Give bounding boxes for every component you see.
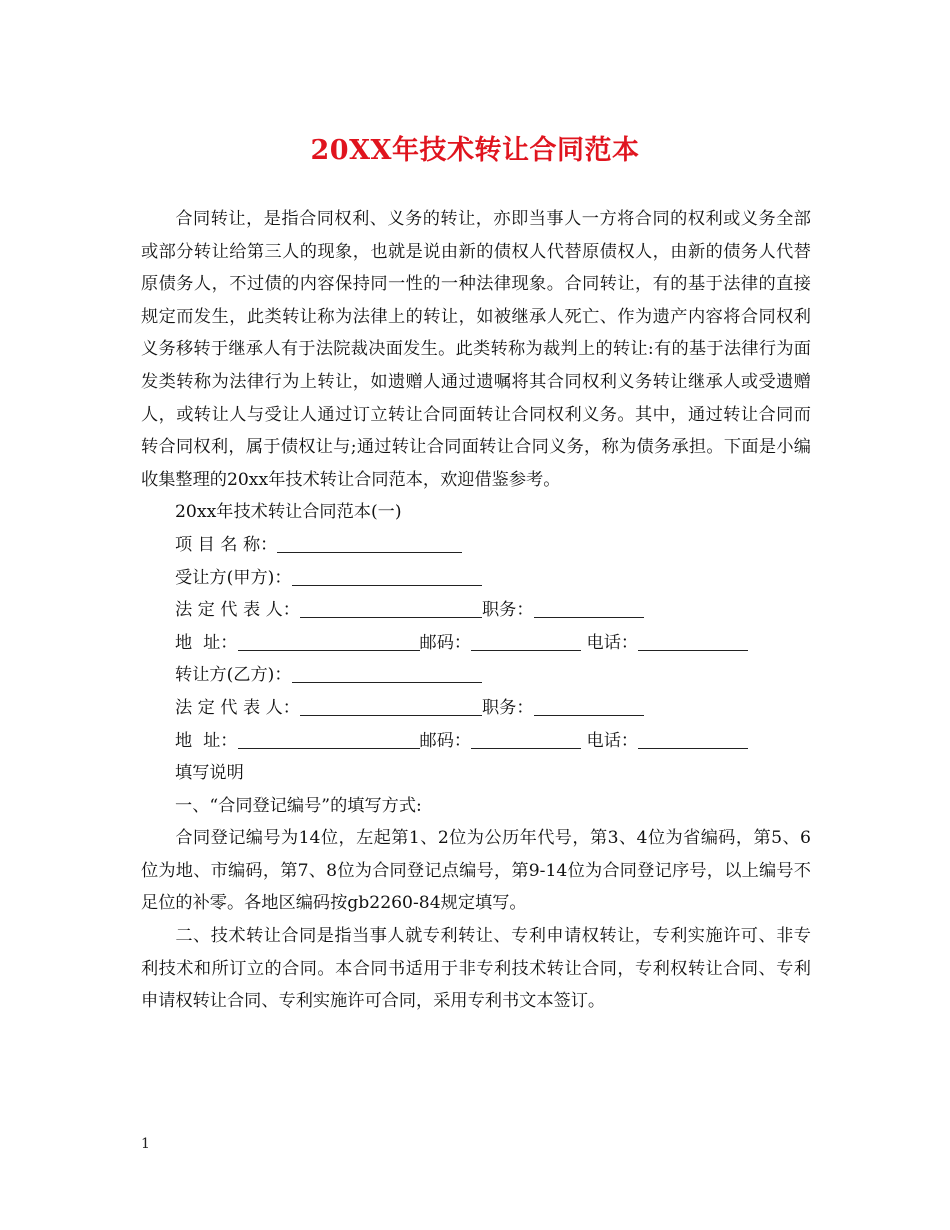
transferee-blank[interactable]: [292, 565, 482, 586]
transferor-address-row: [141, 725, 811, 758]
address-blank[interactable]: [238, 630, 420, 651]
page-number: 1: [141, 1136, 150, 1152]
postcode-label: 邮码：: [419, 632, 472, 653]
transferor-blank[interactable]: [292, 662, 482, 683]
address-label: 地 址：: [175, 632, 238, 653]
intro-paragraph: 合同转让，是指合同权利、义务的转让，亦即当事人一方将合同的权利或义务全部或部分转让给第三人的现象，也就是说由新的债权人代替原债权人，由新的债务人代替原债务人，不过债的内容保持同一性的一种法律现象。合同转让，有的基于法律的直接规定而发生，此类转让称为法律上的转让，如被继承人死亡、作为遗产内容将合同权利义务移转于继承人有于法院裁决面发生。此类转称为裁判上的转让:有的基于法律行为面发类转称为法律行为上转让，如遗赠人通过遗嘱将其合同权利义务转让继承人或受遗赠人，或转让人与受让人通过订立转让合同面转让合同权利义务。其中，通过转让合同而转合同权利，属于债权让与;通过转让合同面转让合同义务，称为债务承担。下面是小编收集整理的20xx年技术转让合同范本，欢迎借鉴参考。: [141, 209, 811, 490]
position-blank[interactable]: [534, 597, 644, 618]
legal-rep-blank[interactable]: [300, 695, 482, 716]
project-name-row: [141, 529, 811, 562]
position-label: 职务：: [481, 600, 534, 621]
phone-blank[interactable]: [638, 630, 748, 651]
position-label: 职务：: [481, 697, 534, 718]
address-label: 地 址：: [175, 730, 238, 751]
legal-rep-label: 法 定 代 表 人：: [175, 697, 300, 718]
section-title: 20xx年技术转让合同范本(一): [175, 502, 402, 523]
phone-blank[interactable]: [638, 728, 748, 749]
transferee-address-row: [141, 627, 811, 660]
item1-paragraph: 合同登记编号为14位，左起第1、2位为公历年代号，第3、4位为省编码，第5、6位为地、市编码，第7、8位为合同登记点编号，第9-14位为合同登记序号，以上编号不足位的补零。各地区编码按gb2260-84规定填写。: [141, 828, 811, 914]
transferee-row: [141, 562, 811, 595]
document-title: 20XX年技术转让合同范本: [310, 135, 640, 166]
transferor-legal-rep-row: [141, 692, 811, 725]
postcode-label: 邮码：: [419, 730, 472, 751]
legal-rep-blank[interactable]: [300, 597, 482, 618]
transferee-legal-rep-row: [141, 594, 811, 627]
transferor-row: [141, 659, 811, 692]
project-name-label: 项 目 名 称：: [175, 534, 278, 555]
postcode-blank[interactable]: [471, 728, 581, 749]
address-blank[interactable]: [238, 728, 420, 749]
legal-rep-label: 法 定 代 表 人：: [175, 600, 300, 621]
position-blank[interactable]: [534, 695, 644, 716]
transferor-label: 转让方(乙方)：: [175, 665, 292, 686]
phone-label: 电话：: [581, 730, 639, 751]
document-body: [141, 203, 811, 1018]
item2-paragraph: 二、技术转让合同是指当事人就专利转让、专利申请权转让，专利实施许可、非专利技术和所订立的合同。本合同书适用于非专利技术转让合同，专利权转让合同、专利申请权转让合同、专利实施许可合同，采用专利书文本签订。: [141, 926, 811, 1012]
phone-label: 电话：: [581, 632, 639, 653]
item1-title: 一、“合同登记编号”的填写方式:: [175, 795, 422, 816]
project-name-blank[interactable]: [277, 532, 462, 553]
postcode-blank[interactable]: [471, 630, 581, 651]
instructions-title: 填写说明: [175, 763, 244, 784]
transferee-label: 受让方(甲方)：: [175, 567, 292, 588]
